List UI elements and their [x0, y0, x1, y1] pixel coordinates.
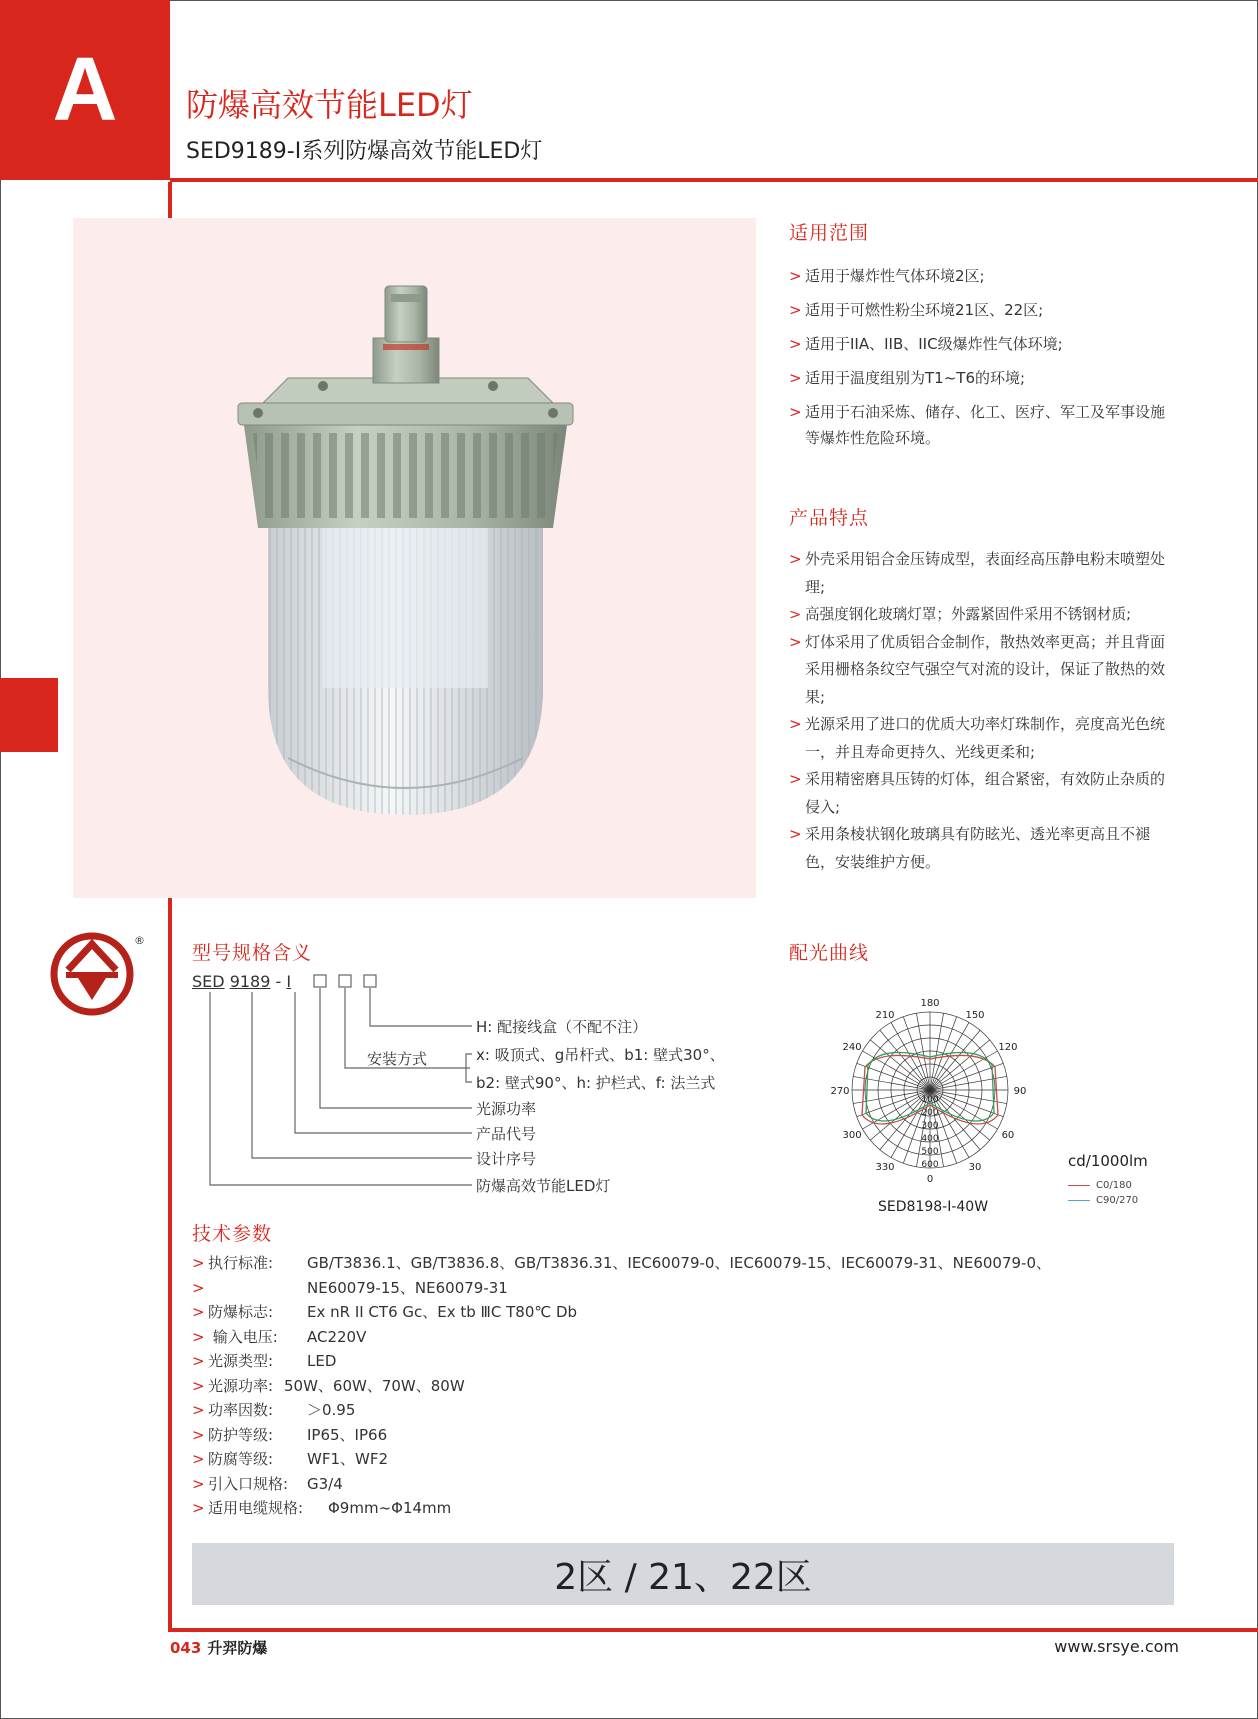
- feature-item: > 灯体采用了优质铝合金制作，散热效率更高；并且背面采用栅格条纹空气强空气对流的设计，保证了散热的效果;: [789, 629, 1179, 712]
- spec-value: LED: [307, 1352, 337, 1370]
- spec-row: [192, 1349, 1152, 1374]
- polar-radial-label: 100: [921, 1095, 939, 1105]
- polar-radial-label: 400: [921, 1134, 939, 1144]
- scope-item: > 适用于温度组别为T1~T6的环境;: [789, 365, 1189, 391]
- spec-label: 功率因数:: [208, 1401, 274, 1419]
- spec-value: GB/T3836.1、GB/T3836.8、GB/T3836.31、IEC60079-0、IEC60079-15、IEC60079-31、NE60079-0、: [307, 1254, 1051, 1272]
- spec-row: [192, 1423, 1152, 1448]
- legend-item-c0: [1068, 1178, 1138, 1193]
- model-title: 型号规格含义: [192, 942, 313, 964]
- curve-unit: cd/1000lm: [1068, 1152, 1148, 1170]
- legend-swatch: [1068, 1185, 1090, 1186]
- spec-row: [192, 1300, 1152, 1325]
- tech-spec-list: [192, 1251, 1152, 1521]
- polar-angle-label: 120: [998, 1042, 1018, 1053]
- footer-url[interactable]: www.srsye.com: [1054, 1637, 1179, 1656]
- spec-label: 光源功率:: [208, 1376, 274, 1395]
- polar-angle-label: 210: [875, 1009, 895, 1021]
- polar-radial-label: 500: [921, 1147, 939, 1157]
- spec-label: 防腐等级:: [208, 1450, 274, 1468]
- polar-angle-label: 30: [968, 1162, 982, 1174]
- polar-radial-label: 200: [921, 1108, 939, 1118]
- spec-row-continued: [192, 1276, 1152, 1301]
- feature-item: > 采用精密磨具压铸的灯体，组合紧密，有效防止杂质的侵入;: [789, 766, 1179, 821]
- polar-angle-label: 270: [830, 1086, 850, 1097]
- scope-item: > 适用于IIA、IIB、IIC级爆炸性气体环境;: [789, 331, 1189, 357]
- spec-value: ＞0.95: [307, 1401, 356, 1419]
- polar-angle-label: 300: [842, 1130, 862, 1141]
- spec-row: [192, 1251, 1152, 1276]
- polar-grid: [852, 1009, 1008, 1168]
- legend-item-c90: [1068, 1193, 1138, 1208]
- left-rule-bottom: [168, 898, 172, 1632]
- spec-row: [192, 1325, 1152, 1350]
- curve-caption: SED8198-I-40W: [878, 1199, 989, 1215]
- spec-value: Ex nR II CT6 Gc、Ex tb ⅢC T80℃ Db: [307, 1303, 578, 1321]
- page-subtitle: SED9189-Ⅰ系列防爆高效节能LED灯: [186, 139, 543, 164]
- polar-radial-label: 300: [921, 1121, 939, 1131]
- page-number: 043: [170, 1639, 202, 1657]
- tech-title: 技术参数: [192, 1223, 273, 1245]
- scope-list: [789, 263, 1189, 451]
- features-title: 产品特点: [789, 507, 870, 529]
- spec-label: 防护等级:: [208, 1425, 274, 1444]
- polar-angle-label: 60: [1001, 1130, 1015, 1141]
- feature-item: > 采用条棱状钢化玻璃具有防眩光、透光率更高且不褪色，安装维护方便。: [789, 821, 1179, 876]
- spec-row: [192, 1496, 1152, 1521]
- feature-item: > 光源采用了进口的优质大功率灯珠制作，亮度高光色统一，并且寿命更持久、光线更柔和;: [789, 711, 1179, 766]
- zone-banner: [192, 1543, 1174, 1605]
- polar-angle-label: 240: [842, 1042, 862, 1053]
- curve-legend: [1068, 1178, 1138, 1208]
- svg-text:®: ®: [134, 934, 145, 947]
- model-label-product: 防爆高效节能LED灯: [476, 1177, 611, 1195]
- polar-angle-label: 90: [1013, 1086, 1027, 1097]
- code-product: Ⅰ: [286, 972, 292, 991]
- scope-item: > 适用于爆炸性气体环境2区;: [789, 263, 1189, 289]
- legend-label: C90/270: [1096, 1195, 1139, 1206]
- page-title: 防爆高效节能LED灯: [186, 86, 473, 124]
- spec-value: G3/4: [307, 1474, 343, 1493]
- scope-title: 适用范围: [789, 222, 870, 244]
- header-rule: [170, 178, 1258, 182]
- spec-row: [192, 1447, 1152, 1472]
- spec-row: [192, 1374, 1152, 1399]
- spec-label: 光源类型:: [208, 1352, 274, 1370]
- spec-value: IP65、IP66: [307, 1425, 388, 1444]
- spec-label: 适用电缆规格:: [208, 1499, 304, 1517]
- polar-angle-label: 330: [875, 1162, 895, 1174]
- brand-logo: [50, 930, 150, 1020]
- polar-radial-label: 600: [921, 1160, 939, 1170]
- polar-angle-label: 180: [920, 998, 940, 1009]
- feature-item: > 高强度钢化玻璃灯罩；外露紧固件采用不锈钢材质;: [789, 601, 1179, 629]
- code-series: 9189: [229, 972, 271, 991]
- legend-swatch: [1068, 1200, 1090, 1201]
- side-tab: [0, 678, 58, 752]
- product-photo-panel: [73, 218, 756, 898]
- footer-brand: 升羿防爆: [207, 1639, 268, 1657]
- spec-value: WF1、WF2: [307, 1450, 389, 1468]
- model-label-install-2: b2: 壁式90°、h: 护栏式、f: 法兰式: [476, 1074, 716, 1092]
- curve-title: 配光曲线: [789, 942, 870, 964]
- model-label-series: 设计序号: [476, 1150, 537, 1168]
- scope-item: > 适用于可燃性粉尘环境21区、22区;: [789, 297, 1189, 323]
- polar-angle-label: 0: [926, 1174, 934, 1185]
- spec-value: AC220V: [307, 1327, 367, 1346]
- led-lamp-illustration: [73, 218, 756, 898]
- feature-item: > 外壳采用铝合金压铸成型，表面经高压静电粉末喷塑处理;: [789, 546, 1179, 601]
- category-letter-block: [0, 0, 170, 180]
- polar-angle-label: 150: [965, 1009, 985, 1021]
- footer-rule: [168, 1628, 1258, 1632]
- model-label-install-1: x: 吸顶式、g吊杆式、b1: 壁式30°、: [476, 1046, 725, 1064]
- polar-curve-chart: [820, 985, 1040, 1195]
- left-rule-top: [168, 182, 172, 218]
- spec-label: 防爆标志:: [208, 1303, 274, 1321]
- scope-item: > 适用于石油采炼、储存、化工、医疗、军工及军事设施等爆炸性危险环境。: [789, 399, 1175, 451]
- model-label-install-title: 安装方式: [367, 1050, 428, 1068]
- features-list: [789, 546, 1179, 876]
- spec-value: NE60079-15、NE60079-31: [307, 1278, 508, 1297]
- legend-label: C0/180: [1096, 1180, 1132, 1191]
- model-label-power: 光源功率: [476, 1100, 537, 1118]
- spec-row: [192, 1398, 1152, 1423]
- spec-label: 执行标准:: [208, 1254, 274, 1272]
- zone-text: 2区 / 21、22区: [554, 1556, 812, 1598]
- spec-label: 输入电压:: [208, 1327, 278, 1346]
- spec-value: 50W、60W、70W、80W: [284, 1376, 465, 1395]
- spec-label: 引入口规格:: [208, 1474, 289, 1493]
- code-sed: SED: [192, 972, 225, 991]
- model-label-h: H: 配接线盒（不配不注）: [476, 1018, 648, 1036]
- model-label-code: 产品代号: [476, 1125, 537, 1143]
- spec-row: [192, 1472, 1152, 1497]
- category-letter: A: [52, 39, 118, 140]
- code-dash: -: [275, 972, 282, 991]
- footer-left: [170, 1637, 267, 1658]
- spec-value: Φ9mm~Φ14mm: [328, 1499, 452, 1517]
